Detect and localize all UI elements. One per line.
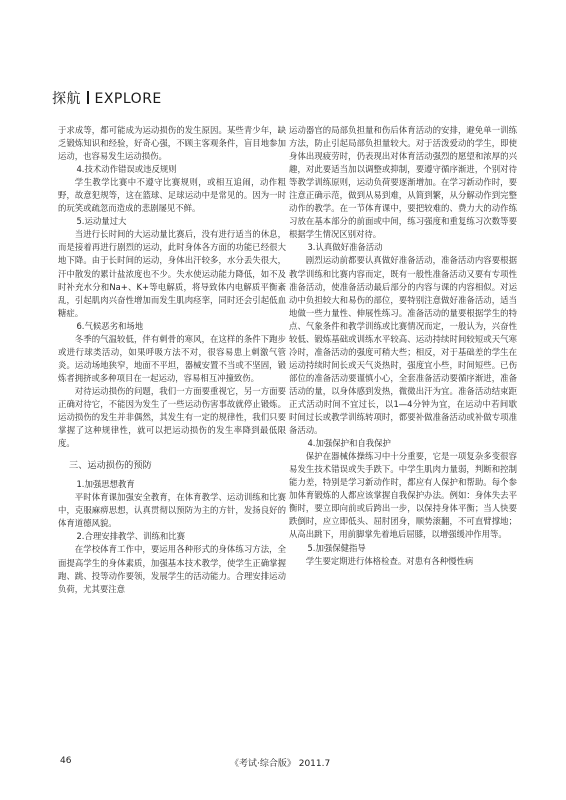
left-column bbox=[58, 124, 286, 596]
paragraph: 学生教学比赛中不遵守比赛规则，或相互追闹，动作粗野，故意犯规等，这在篮球、足球运动中是常见的。因为一时的玩笑或疏忽而造成的悲剧屡见不鲜。 bbox=[58, 177, 286, 214]
paragraph: 在学校体育工作中，要运用各种形式的身体练习方法，全面提高学生的身体素质，加强基本技术教学，使学生正确掌握跑、跳、投等动作要领，发展学生的活动能力。合理安排运动负荷，尤其要注意 bbox=[58, 544, 286, 594]
subheading: 5.运动量过大 bbox=[76, 216, 127, 227]
subheading: 1.加强思想教育 bbox=[76, 479, 135, 490]
subheading: 3.认真做好准备活动 bbox=[307, 242, 383, 253]
paragraph: 平时体育课加强安全教育，在体育教学、运动训练和比赛中，克服麻痹思想，认真贯彻以预防为主的方针，发扬良好的体育道德风貌。 bbox=[58, 492, 286, 529]
section-title-en: EXPLORE bbox=[94, 91, 162, 107]
header-divider bbox=[87, 91, 89, 104]
section-title-cn: 探航 bbox=[52, 91, 81, 107]
section-heading: 三、运动损伤的预防 bbox=[69, 460, 152, 472]
paragraph: 学生要定期进行体格检查。对患有各种慢性病 bbox=[305, 555, 474, 566]
subheading: 5.加强保健指导 bbox=[307, 542, 366, 553]
section-header bbox=[52, 88, 162, 108]
right-column bbox=[289, 124, 517, 568]
paragraph: 剧烈运动前都要认真做好准备活动，准备活动内容要根据教学训练和比赛内容而定，既有一般性准备活动又要有专项性准备活动，使准备活动最后部分的内容与课的内容相似。对运动中负担较大和易伤的部位，要特别注意做好准备活动，适当地做一些力量性、伸展性练习。准备活动的量要根据学生的特点、气象条件和教学训练或比赛情况而定，一般认为，兴奋性较低、锻炼基础或训练水平较高、运动持续时间较短或天气寒冷时，准备活动的强度可稍大些；相反，对于基础差的学生在运动持续时间长或天气炎热时，强度宜小些，时间短些。已伤部位的准备活动要谨慎小心，全套准备活动要循序渐进，准备活动的量，以身体感到发热，微微出汗为宜。准备活动结束距正式活动时间不宜过长，以1—4分钟为宜，在运动中若间歇时间过长或教学训练转项时，都要补做准备活动或补做专项准备活动。 bbox=[289, 255, 517, 436]
paragraph: 对待运动损伤的问题，我们一方面要重视它，另一方面要正确对待它，不能因为发生了一些运动伤害事故就停止锻炼。运动损伤的发生并非偶然，其发生有一定的规律性，我们只要掌握了这种规律性，就可以把运动损伤的发生率降到最低限度。 bbox=[58, 385, 286, 449]
paragraph: 当进行长时间的大运动量比赛后，没有进行适当的休息，而是接着再进行剧烈的运动，此时身体各方面的功能已经很大地下降。由于长时间的运动，身体出汗较多，水分丢失很大，汗中散发的累计盐浓度也不少。失水使运动能力降低，如不及时补充水分和Na+、K+等电解质，将导致体内电解质平衡紊乱，引起肌肉兴奋性增加而发生肌肉痉挛，同时还会引起低血糖症。 bbox=[58, 229, 286, 318]
subheading: 2.合理安排教学、训练和比赛 bbox=[76, 531, 185, 542]
paragraph: 保护在器械体操练习中十分重要，它是一项复杂多变很容易发生技术错误或失手跌下。中学生肌肉力量弱，判断和控制能力差，特别是学习新动作时，都应有人保护和帮助。每个参加体育锻炼的人都应该掌握自我保护办法。例如：身体失去平衡时，要立即向前或后跨出一步，以保持身体平衡；当人快要跌倒时，应立即低头、屈肘团身，顺势滚翻，不可直臂撑地；从高出跳下，用前脚掌先着地后屈膝，以增强缓冲作用等。 bbox=[289, 451, 517, 540]
page-number: 46 bbox=[60, 756, 72, 766]
subheading: 4.技术动作错误或违反规则 bbox=[76, 164, 177, 175]
subheading: 4.加强保护和自我保护 bbox=[307, 438, 391, 449]
journal-info: 《考试·综合版》 2011.7 bbox=[230, 759, 331, 769]
paragraph: 冬季的气温较低，伴有刺骨的寒风，在这样的条件下跑步或进行球类活动，如果呼吸方法不对，很容易患上刺激气管炎。运动场地狭窄，地面不平坦，器械安置不当或不坚固，锻炼者拥挤或多种项目在一起运动，容易相互冲撞致伤。 bbox=[58, 333, 286, 383]
paragraph: 运动器官的局部负担量和伤后体育活动的安排，避免单一训练方法，防止引起局部负担量较大。对于活泼爱动的学生，即使身体出现疲劳时，仍表现出对体育活动强烈的愿望和浓厚的兴趣，对此要适当加以调整或抑制，要遵守循序渐进，个别对待等教学训练原则，运动负荷要逐渐增加。在学习新动作时，要注意正确示范，做到从易到难，从简到繁，从分解动作到完整动作的教学。在一节体育课中，要把较难的、费力大的动作练习放在基本部分的前面或中间，练习强度和重复练习次数等要根据学生情况区别对待。 bbox=[289, 125, 517, 240]
subheading: 6.气候恶劣和场地 bbox=[76, 320, 144, 331]
paragraph: 于求成等，都可能成为运动损伤的发生原因。某些青少年，缺乏锻炼知识和经验，好奇心强，不顾主客观条件，盲目地参加运动，也容易发生运动损伤。 bbox=[58, 125, 286, 162]
